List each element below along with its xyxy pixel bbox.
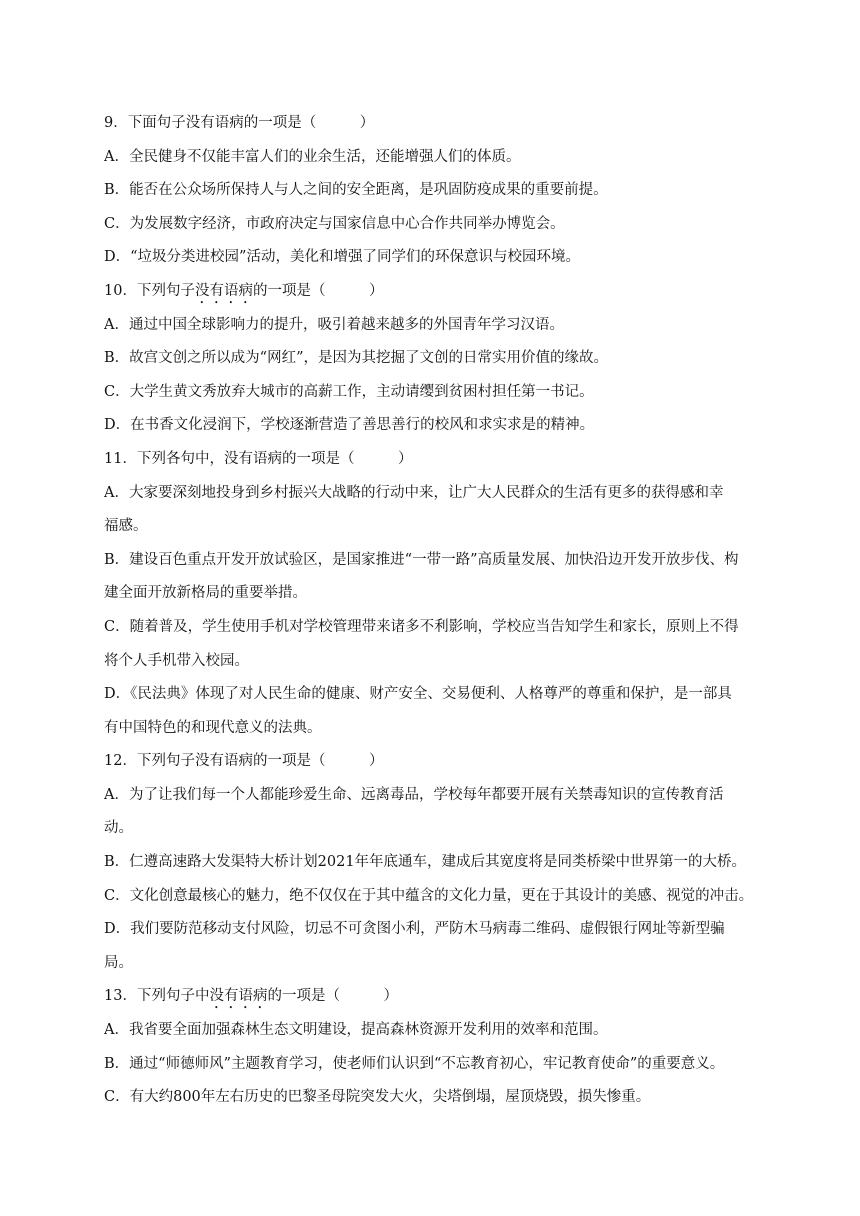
stem-suffix: 的一项是（ ） xyxy=(267,988,398,1005)
option-b: B．建设百色重点开发开放试验区，是国家推进“一带一路”高质量发展、加快沿边开发开放步伐、构 xyxy=(104,551,739,568)
emphasized-text: 没有语病 xyxy=(209,988,268,1005)
option-c: C．为发展数字经济，市政府决定与国家信息中心合作共同举办博览会。 xyxy=(104,215,565,232)
question-stem-13 xyxy=(104,980,760,1014)
option-c: C．大学生黄文秀放弃大城市的高薪工作，主动请缨到贫困村担任第一书记。 xyxy=(104,383,594,400)
option-c-continued: 将个人手机带入校园。 xyxy=(104,652,249,669)
stem-suffix: 的一项是（ ） xyxy=(252,282,384,299)
option-d-continued: 局。 xyxy=(104,954,133,971)
question-stem-12: 12．下列句子没有语病的一项是（ ） xyxy=(104,753,384,770)
question-stem-10 xyxy=(104,275,760,309)
option-b: B．通过“师德师风”主题教育学习，使老师们认识到“不忘教育初心，牢记教育使命”的重要意义。 xyxy=(104,1055,725,1072)
option-b: B．能否在公众场所保持人与人之间的安全距离，是巩固防疫成果的重要前提。 xyxy=(104,182,608,199)
option-c: C．有大约800年左右历史的巴黎圣母院突发大火，尖塔倒塌，屋顶烧毁，损失惨重。 xyxy=(104,1089,651,1106)
option-b-continued: 建全面开放新格局的重要举措。 xyxy=(104,585,307,602)
option-a: A．大家要深刻地投身到乡村振兴大战略的行动中来，让广大人民群众的生活有更多的获得感和幸 xyxy=(104,484,724,501)
option-a-continued: 动。 xyxy=(104,820,133,837)
option-c: C．文化创意最核心的魅力，绝不仅仅在于其中蕴含的文化力量，更在于其设计的美感、视觉的冲击。 xyxy=(104,887,754,904)
option-b: B．故宫文创之所以成为“网红”，是因为其挖掘了文创的日常实用价值的缘故。 xyxy=(104,350,608,367)
option-a-continued: 福感。 xyxy=(104,518,148,535)
question-list xyxy=(104,107,760,1115)
option-d: D．《民法典》体现了对人民生命的健康、财产安全、交易便利、人格尊严的尊重和保护，是一部具 xyxy=(104,686,732,703)
option-c: C．随着普及，学生使用手机对学校管理带来诸多不利影响，学校应当告知学生和家长，原则上不得 xyxy=(104,618,739,635)
stem-prefix: 13．下列句子中 xyxy=(104,988,210,1005)
option-d-continued: 有中国特色的和现代意义的法典。 xyxy=(104,719,322,736)
question-stem-11: 11．下列各句中，没有语病的一项是（ ） xyxy=(104,450,413,467)
emphasized-text: 没有语病 xyxy=(194,282,253,299)
option-a: A．我省要全面加强森林生态文明建设，提高森林资源开发利用的效率和范围。 xyxy=(104,1022,608,1039)
option-d: D．在书香文化浸润下，学校逐渐营造了善思善行的校风和求实求是的精神。 xyxy=(104,417,595,434)
option-d: D．我们要防范移动支付风险，切忌不可贪图小利，严防木马病毒二维码、虚假银行网址等新型骗 xyxy=(104,921,725,938)
option-d: D．“垃圾分类进校园”活动，美化和增强了同学们的环保意识与校园环境。 xyxy=(104,249,580,266)
stem-prefix: 10．下列句子 xyxy=(104,282,195,299)
option-a: A．通过中国全球影响力的提升，吸引着越来越多的外国青年学习汉语。 xyxy=(104,316,564,333)
question-stem-9: 9．下面句子没有语病的一项是（ ） xyxy=(104,115,375,131)
option-a: A．全民健身不仅能丰富人们的业余生活，还能增强人们的体质。 xyxy=(104,148,521,165)
option-a: A．为了让我们每一个人都能珍爱生命、远离毒品，学校每年都要开展有关禁毒知识的宣传教育活 xyxy=(104,786,724,803)
option-b: B．仁遵高速路大发渠特大桥计划2021年年底通车，建成后其宽度将是同类桥梁中世界第一的大桥。 xyxy=(104,854,747,871)
